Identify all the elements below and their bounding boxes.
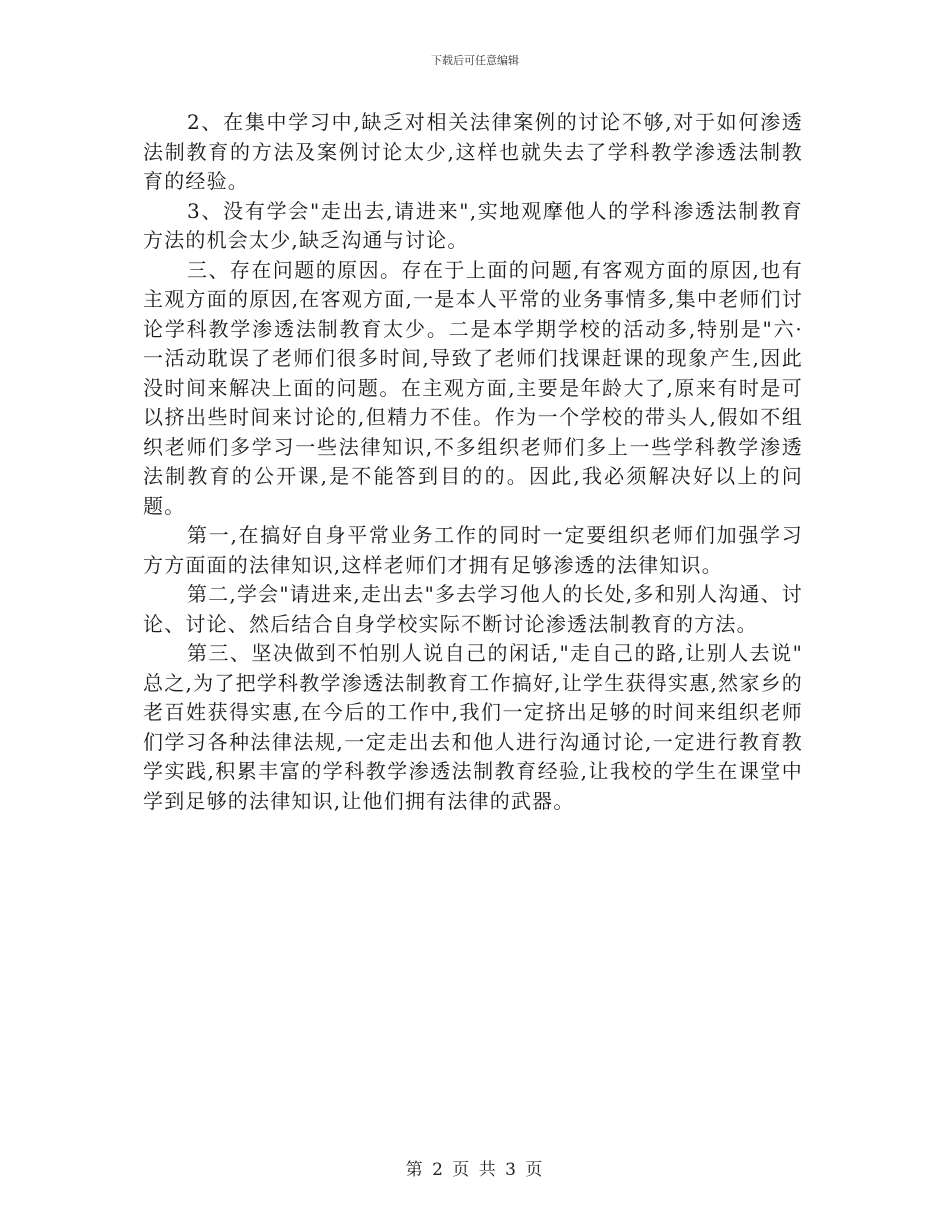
paragraph-section-3-causes: 三、存在问题的原因。存在于上面的问题,有客观方面的原因,也有主观方面的原因,在客观方面,一是本人平常的业务事情多,集中老师们讨论学科教学渗透法制教育太少。二是本学期学校的活动多,特别是"六·一活动耽误了老师们很多时间,导致了老师们找课赶课的现象产生,因此没时间来解决上面的问题。在主观方面,主要是年龄大了,原来有时是可以挤出些时间来讨论的,但精力不佳。作为一个学校的带头人,假如不组织老师们多学习一些法律知识,不多组织老师们多上一些学科教学渗透法制教育的公开课,是不能答到目的的。因此,我必须解决好以上的问题。	[143, 257, 803, 518]
paragraph-point-2: 2、在集中学习中,缺乏对相关法律案例的讨论不够,对于如何渗透法制教育的方法及案例讨论太少,这样也就失去了学科教学渗透法制教育的经验。	[143, 110, 803, 193]
paragraph-second-measure: 第二,学会"请进来,走出去"多去学习他人的长处,多和别人沟通、讨论、讨论、然后结合自身学校实际不断讨论渗透法制教育的方法。	[143, 582, 803, 636]
paragraph-first-measure: 第一,在搞好自身平常业务工作的同时一定要组织老师们加强学习方方面面的法律知识,这样老师们才拥有足够渗透的法律知识。	[143, 523, 803, 577]
paragraph-third-measure: 第三、坚决做到不怕别人说自己的闲话,"走自己的路,让别人去说" 总之,为了把学科教学渗透法制教育工作搞好,让学生获得实惠,然家乡的老百姓获得实惠,在今后的工作中,我们一定挤出足够的时间来组织老师们学习各种法律法规,一定走出去和他人进行沟通讨论,一定进行教育教学实践,积累丰富的学科教学渗透法制教育经验,让我校的学生在课堂中学到足够的法律知识,让他们拥有法律的武器。	[143, 641, 803, 813]
page-header: 下载后可任意编辑	[431, 54, 519, 67]
page-number: 第 2 页 共 3 页	[405, 1160, 545, 1180]
document-body	[143, 108, 803, 816]
paragraph-point-3: 3、没有学会"走出去,请进来",实地观摩他人的学科渗透法制教育方法的机会太少,缺乏沟通与讨论。	[143, 198, 803, 252]
